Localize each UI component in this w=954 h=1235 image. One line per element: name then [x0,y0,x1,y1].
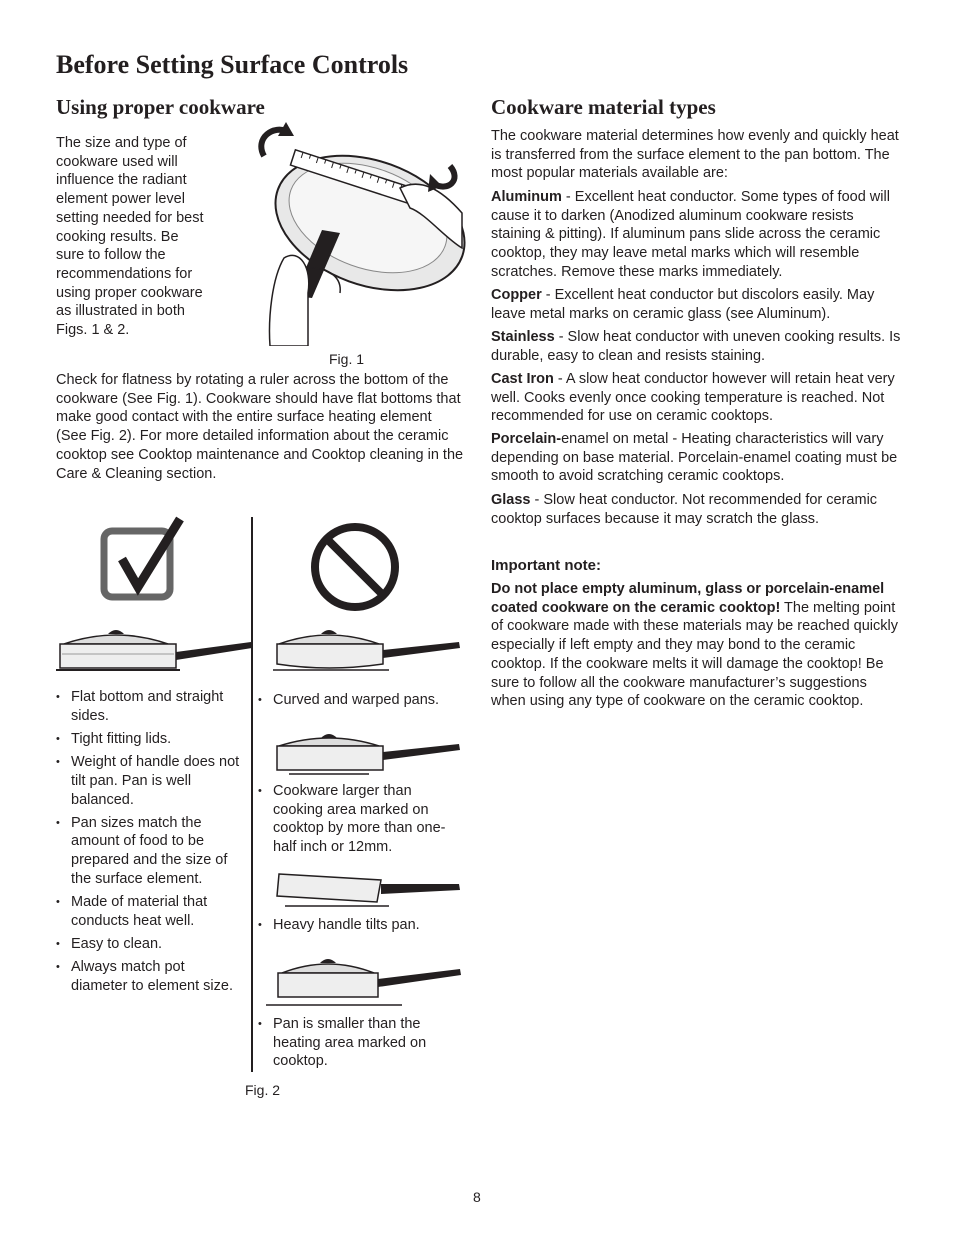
material-porcelain: Porcelain-enamel on metal - Heating characteristics will vary depending on base material. Porcelain-enamel coating must be smooth to avoid scratching ceramic cooktops. [491,431,898,485]
good-pan-icon [56,622,254,678]
bad-smaller-pan-icon [266,955,464,1007]
prohibited-icon [309,521,401,613]
good-cookware-list [56,688,241,1000]
list-item: • Tight fitting lids. [56,730,241,749]
material-cast-iron: Cast Iron - A slow heat conductor however will retain heat very well. Cooks evenly once cooking temperature is reached. Not recommended for use on ceramic cooktops. [491,371,895,425]
bad-heavy-handle-pan-icon [273,870,463,910]
checkmark-icon [100,515,185,605]
page-number: 8 [473,1189,481,1205]
list-item: • Pan sizes match the amount of food to be prepared and the size of the surface element. [56,814,241,889]
page-title: Before Setting Surface Controls [56,50,409,79]
intro-paragraph: The size and type of cookware used will influence the radiant element power level setting needed for best cooking results. Be sure to follow the recommendations for using proper cookware as illustrated in both Figs. 1 & 2. [56,135,204,339]
bad-larger-pan-icon [273,730,463,776]
material-glass: Glass - Slow heat conductor. Not recommended for ceramic cooktop surfaces because it may scratch the glass. [491,492,878,527]
bad-item-larger: • Cookware larger than cooking area marked on cooktop by more than one-half inch or 12mm. [258,782,458,857]
flatness-paragraph: Check for flatness by rotating a ruler across the bottom of the cookware (See Fig. 1). Cookware should have flat bottoms that make good contact with the entire surface heating element (See Fig. 2). For more detailed information about the ceramic cooktop see Cooktop maintenance and Cooktop cleaning in the Care & Cleaning section. [56,372,464,482]
list-item: • Flat bottom and straight sides. [56,688,241,725]
important-note-heading: Important note: [491,557,601,574]
fig1-caption: Fig. 1 [329,351,365,367]
ruler-on-pan-illustration [250,118,466,346]
section-heading-using-proper-cookware: Using proper cookware [56,95,265,119]
list-item: • Always match pot diameter to element size. [56,958,241,995]
bad-item-smaller: • Pan is smaller than the heating area marked on cooktop. [258,1015,458,1071]
fig2-caption: Fig. 2 [245,1082,281,1098]
bad-warped-pan-icon [273,622,463,678]
important-note-text: Do not place empty aluminum, glass or porcelain-enamel coated cookware on the ceramic cooktop! The melting point of cookware made with these materials may be reached quickly especially if left empty and they may bond to the ceramic cooktop. If the cookware melts it will damage the cooktop! Be sure to follow all the cookware manufacturer’s suggestions when using any type of cookware on the ceramic cooktop. [491,581,898,710]
column-divider [251,517,253,1072]
material-stainless: Stainless - Slow heat conductor with uneven cooking results. Is durable, easy to clean and resists staining. [491,329,901,364]
material-copper: Copper - Excellent heat conductor but discolors easily. May leave metal marks on ceramic glass (see Aluminum). [491,287,875,322]
list-item: • Made of material that conducts heat well. [56,893,241,930]
material-aluminum: Aluminum - Excellent heat conductor. Some types of food will cause it to darken (Anodized aluminum cookware resists staining & pitting). If aluminum pans slide across the ceramic cooktop, they may leave metal marks which will resemble scratches. Remove these marks immediately. [491,189,890,280]
list-item: • Weight of handle does not tilt pan. Pan is well balanced. [56,753,241,809]
bad-item-heavy-handle: • Heavy handle tilts pan. [258,916,458,935]
bad-item-curved: • Curved and warped pans. [258,691,458,710]
list-item: • Easy to clean. [56,935,241,954]
materials-intro: The cookware material determines how evenly and quickly heat is transferred from the surface element to the pan bottom. The most popular materials available are: [491,128,899,182]
section-heading-cookware-material-types: Cookware material types [491,95,716,119]
